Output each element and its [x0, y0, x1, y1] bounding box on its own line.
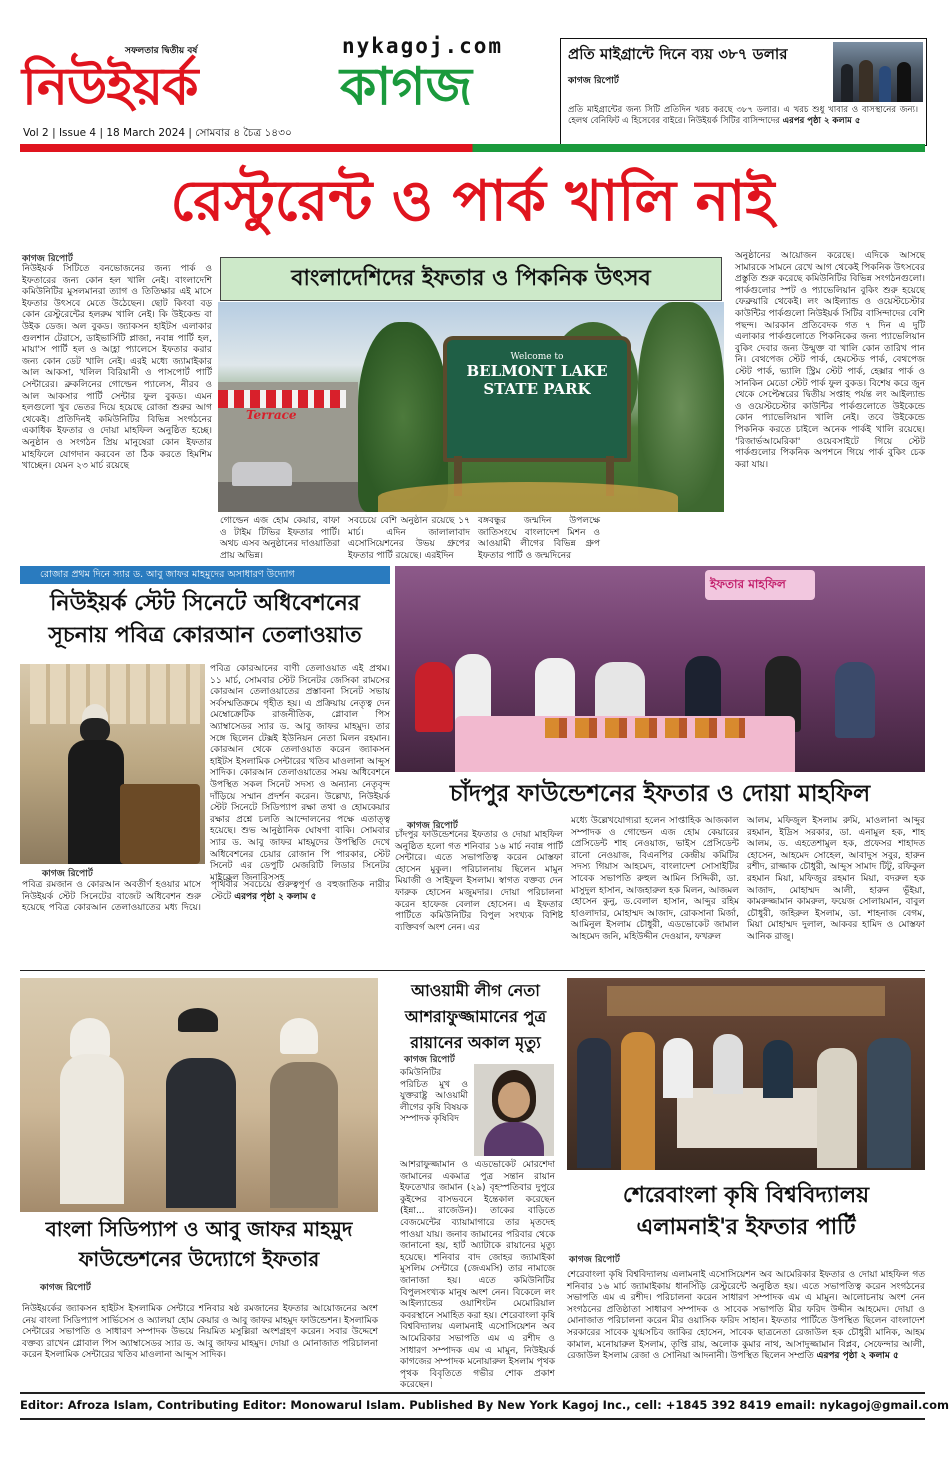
chandpur-col2: মধ্যে উল্লেখযোগ্যরা হলেন সাপ্তাহিক আজকাল সম্পাদক ও গোল্ডেন এজ হোম কেয়ারের প্রেসিডেন্ট শাহ নেওয়াজ, ভাইস প্রেসিডেন্ট রানো নেওয়াজ, বিএনপির কেন্দ্রীয় কমিটির সদস্য গিয়াস আহমেদ, বাংলাদেশ সোসাইটির সাবেক সভাপতি রুহুল আমিন সিদ্দিকী, ডা. মাসুদুল হাসান, আজহারুল হক মিলন, আজমল হোসেন কুনু, ড.বেলাল হাসান, আব্দুর রহিম হাওলাদার, মোহাম্মদ আজাদ, রোকসানা মির্জা, আমিনুল ইসলাম চৌধুরী, এডভোকেট জামাল আহমেদ জনি, মহিউদ্দীন দেওয়ান, ফখরুল	[571, 816, 739, 942]
lead-byline: কাগজ রিপোর্ট	[22, 254, 73, 264]
bangla-headline-1: বাংলা সিডিপ্যাপ ও আবু জাফর মাহমুদ	[45, 1217, 353, 1241]
chandpur-col3: আলম, মফিজুল ইসলাম রুমি, মাওলানা আব্দুর রহমান, ইদ্রিস সরকার, ডা. এনামুল হক, শাহ আলম, ড. এহতেশামুল হক, প্রফেসর শাহাদত হোসেন, আহমেদ সোহেল, আবাদুস সবুর, হারুন রশীদ, রাজ্জাক চৌধুরী, আব্দুস সামাদ টিটু, রফিকুল রহমান মিয়া, মফিজুর রহমান মিয়া, বদরুল হক আজাদ, মোহাম্মদ আলী, হারুন ভূঁইয়া, কামরুজ্জামান কামরুল, ফয়েজ সোলায়মান, বাবুল চৌধুরী, জহিরুল ইসলাম, ডা. শাহনাজ বেগম, মিয়া মোহাম্মদ দুলাল, আকবর হামিদ ও মোস্তফা আনিক রাজু।	[747, 816, 925, 942]
lead-col1: নিউইয়র্ক সিটিতে বনভোজনের জন্য পার্ক ও ইফতারের জন্য কোন হল খালি নেই। বাংলাদেশি কমিউনিটির মুসলমানরা ত্যাগ ও তিতিক্ষার এই মাসে ইফতার উৎসবে মেতে উঠেছেন। ছোট কিংবা বড় কোন রেস্টুরেন্টের হলরুম খালি নেই। কি উইকেন্ড বা উইক ডেজ। অল বুকড। জ্যাকসন হাইটস এলাকার গুলশান টেরাসে, ডাইভার্সিটি প্লাজা, নবান্ন পার্টি হল, মায়া'স পার্টি হল ও আহ্লা প্যালেসে ইফতার করার জন্য কোন ডেট খালি নেই। এরই মধ্যে জ্যামাইকার আল আকসা, খলিল বিরিয়ানী ও পাসপোর্ট পার্টি সেন্টারের। ব্রুকলিনের গোল্ডেন প্যালেস, নীরব ও আল আকসার পার্টি সেন্টার ফুল বুকড। এমন হলগুলো খুব ভেতর দিয়ে হয়েছে রোজা শুরুর আগ থেকেই। প্রতিদিনই কমিউনিটির বিভিন্ন সংগঠনের একাধিক ইফতার ও দোয়া মাহফিল অনুষ্ঠিত হচ্ছে। অনুষ্ঠান ও সংগঠন প্রিয় মানুষেরা কোন ইফতার মাহফিলে যোগদান করবেন তা ঠিক করতে হিমশিম খাচ্ছেন। যেমন ২৩ মার্চ রয়েছে	[22, 264, 212, 472]
restaurant-sign: Terrace	[246, 408, 297, 422]
senate-col-bottom: পবিত্র রমজান ও কোরআন অবতীর্ণ হওয়ার মাসে নিউইয়র্ক স্টেট সিনেটের বাজেট অধিবেশন শুরু হয়েছে পবিত্র কোরআন তেলাওয়াতের মধ্য দিয়ে। পৃথিবীর সবচেয়ে গুরুত্বপূর্ণ ও বহুজাতিক নারীর স্টেটে এরপর পৃষ্ঠা ২ কলাম ৫	[22, 880, 390, 914]
senate-kicker: রোজার প্রথম দিনে স্যার ড. আবু জাফর মাহমুদের অসাধারণ উদ্যোগ	[40, 569, 295, 580]
top-story-byline: কাগজ রিপোর্ট	[568, 76, 619, 86]
top-story-body: প্রতি মাইগ্রান্টের জন্য সিটি প্রতিদিন খরচ করছে ৩৮৭ ডলার। এ খরচ শুধু খাবার ও বাসস্থানের জন্য। হেলথ বেনিফিট এ হিসেবের বাইরে। নিউইয়র্ক সিটির বাসিন্দাদের এরপর পৃষ্ঠা ২ কলাম ৫	[568, 105, 918, 126]
senate-col-right: পবিত্র কোরআনের বাণী তেলাওয়াত এই প্রথম। ১১ মার্চ, সোমবার স্টেট সিনেটর জেসিকা রামসের কোরআন তেলাওয়াতের প্রস্তাবনা সিনেট সভায় সর্বসম্মতিক্রমে গৃহীত হয়। এ প্রক্রিয়ায় নেতৃত্ব দেন মেম্বোক্রেটিক রাজনীতিক, গ্লোবাল পিস অ্যাম্বাসেডর স্যার ড. আবু জাফর মাহমুদ। তার সঙ্গে ছিলেন টেক্সই ইউনিয়ন নেতা মিলন রহমান। কোরআন থেকে তেলাওয়াত করেন জ্যাকসন হাইটস ইসলামিক সেন্টারের খতিব মাওলানা আব্দুস সাদিক। কোরআন তেলাওয়াতের সময় অধিবেশনে উপস্থিত সকল সিনেট সদস্য ও অন্যান্য নেতৃবৃন্দ দাঁড়িয়ে সম্মান প্রদর্শন করেন। উল্লেখ্য, নিউইয়র্ক স্টেট সিনেটে সিডিপ্যাপ রক্ষা তথা ও হোমকেয়ার রক্ষার প্রশ্নে চলতি আন্দোলনের পক্ষে এতাত্ত্ব হয়েছে। শুভ আনুষ্ঠানিক ঘোষণা বাকি। সোমবার স্যার ড. আবু জাফর মাহমুদের উপস্থিতি দেখে অধিবেশনের চেয়ার রোজান পি পারকার, স্টেট সিনেট এর ডেপুটি মেজরিটি লিডার সিনেটর মাইকেল জিনারিসসহ	[210, 664, 390, 883]
bangla-body: নিউইয়র্কের জ্যাকসন হাইটস ইসলামিক সেন্টারে শনিবার ষষ্ঠ রমজানের ইফতার আয়োজনের অংশ নেয় বাংলা সিডিপ্যাপ সার্ভিসেস ও অ্যালয়া হোম কেয়ার ও আবু জাফর মাহমুদ ফাউন্ডেশন। ইসলামিক সেন্টারের সভাপতি ও সাধারণ সম্পাদক উভয়ে নিয়মিত মসুল্লিরা অংশগ্রহণ করেন। সবার উদ্দেশে বক্তব্য রাখেন গ্লোবাল পিস অ্যাম্বাসেডর স্যার ড. আবু জাফর মাহমুদ। দোয়া ও মোনাজাত পরিচালনা করেন ইসলামিক সেন্টারের খতিব মাওলানা আব্দুস সাদিক।	[22, 1304, 378, 1361]
chandpur-col1: চাঁদপুর ফাউন্ডেশনের ইফতার ও দোয়া মাহফিল অনুষ্ঠিত হলো গত শনিবার ১৬ মার্চ নবান্ন পার্টি সেন্টারে। এতে সভাপতিত্ব করেন মোস্তফা হোসেন মুকুল। পরিচালনায় ছিলেন মামুন মিয়াজী ও সাইফুল ইসলাম। স্বাগত বক্তব্য দেন ফারুক হোসেন মজুমদার। দোয়া পরিচালনা করেন হাফেজ বেলাল হোসেন। এ ইফতার পার্টিতে কমিউনিটির বিপুল সংখ্যক বিশিষ্ট ব্যক্তিবর্গ অংশ নেন। এর	[395, 830, 563, 933]
awami-body: আশরাফুজ্জামান ও এডভোকেট মোরশেদা জামানের একমাত্র পুত্র সন্তান রায়ান ইফতেখার জামান (২৯) বৃহস্পতিবার দুপুরে কুইন্সের বাসভবনে ইন্তেকাল করেছেন (ইন্না... রাজেউন)। তাকের বাড়িতে বেজমেন্টের ব্যায়ামাগারে তার মৃতদেহ পাওয়া যায়। জনাব জামানের পরিবার থেকে জানানো হয়, হার্ট অ্যাটাকে রায়ানের মৃত্যু হয়েছে। শনিবার বাদ জোহর জ্যামাইকা মুসলিম সেন্টারে (জেএমসি) তার নামাজে জানাজা হয়। এতে কমিউনিটির বিপুলসংখ্যক মানুষ অংশ নেন। বিকেলে লং আইল্যান্ডের ওয়াশিংটন মেমোরিয়াল কবরস্থানে সমাহিত করা হয়। শেরেবাংলা কৃষি বিশ্ববিদ্যালয় এলামনাই এসোসিয়েশন অব আমেরিকার সভাপতি এম এ রশীদ ও সাধারণ সম্পাদক এম এ মামুন, নিউইয়র্ক কাগজের সম্পাদক মনোয়ারুল ইসলাম পৃথক পৃথক বিবৃতিতে গভীর শোক প্রকাশ করেছেন।	[400, 1160, 556, 1391]
bangla-headline-2: ফাউন্ডেশনের উদ্যোগে ইফতার	[78, 1247, 320, 1271]
park-sign-line2: BELMONT LAKE	[466, 362, 608, 380]
alumni-photo	[567, 978, 925, 1170]
park-sign-line1: Welcome to	[510, 352, 564, 362]
lead-col2: গোল্ডেন এজ হোম কেয়ার, বাফা ও টাইম টিভির ইফতার পার্টি। অথচ এসব অনুষ্ঠানের দাওয়াতিরা প্রায় অভিন্ন।	[220, 516, 340, 561]
footer-rule-bottom	[20, 1418, 925, 1420]
chandpur-headline: চাঁদপুর ফাউন্ডেশনের ইফতার ও দোয়া মাহফিল	[449, 781, 871, 807]
banner-text: ইফতার মাহফিল	[710, 577, 786, 591]
lead-photo	[218, 302, 724, 512]
bangla-byline: কাগজ রিপোর্ট	[40, 1283, 91, 1293]
awami-byline: কাগজ রিপোর্ট	[404, 1055, 455, 1065]
lead-subhead-box	[220, 257, 722, 301]
sher-headline-2: এলামনাই'র ইফতার পার্টি	[636, 1215, 856, 1240]
footer: Editor: Afroza Islam, Contributing Editor: Monowarul Islam. Published By New York Kagoj Inc., cell: +1845 392 8419 email: nykagoj@gmail.com	[20, 1398, 949, 1412]
awami-story	[392, 978, 559, 1391]
lead-subhead: বাংলাদেশিদের ইফতার ও পিকনিক উৎসব	[291, 266, 651, 291]
park-sign-line3: STATE PARK	[483, 380, 591, 398]
senate-continued: এরপর পৃষ্ঠা ২ কলাম ৫	[234, 891, 317, 902]
senate-headline-2: সূচনায় পবিত্র কোরআন তেলাওয়াত	[48, 623, 362, 648]
logo-left: নিউইয়র্ক	[22, 57, 198, 117]
website[interactable]: nykagoj.com	[342, 34, 504, 58]
logo-right: কাগজ	[340, 57, 473, 117]
prayer-photo	[20, 978, 378, 1212]
masthead-rule	[20, 144, 925, 152]
continued-note: এরপর পৃষ্ঠা ২ কলাম ৫	[782, 116, 861, 126]
main-headline: রেস্টুরেন্ট ও পার্ক খালি নাই	[170, 169, 775, 234]
lead-col5: অনুষ্ঠানের আয়োজন করেছে। এদিকে আসছে সামারকে সামনে রেখে আগ থেকেই পিকনিক উৎসবের প্রস্তুতি শুরু করেছে কমিউনিটির বিভিন্ন সংগঠনগুলো। পার্কগুলোর স্পট ও প্যাভেলিয়ান বুকিং শুরু হয়েছে ফেব্রুয়ারি থেকেই। লং আইল্যান্ড ও ওয়েস্টচেস্টার কাউন্টির পার্কগুলো নিউইয়র্ক সিটির বাসিন্দাদের বেশি পছন্দ। আরকান প্রতিবেদক গত ৭ দিন এ দুটি এলাকার পার্কগুলোতে পিকনিকের জন্য প্যাভেলিয়ান বুকিং দেবার জন্য উন্মুক্ত বা খালি কোন তারিখ পান নি। বেথপেজ স্টেট পার্ক, হেমস্টেড পার্ক, বেথপেজ স্টেট পার্ক, ভ্যালি স্ট্রিম স্টেট পার্ক, হেক্সার পার্ক ও সানকিন মেডো স্টেট পার্ক ফুল বুকড। বিশেষ করে জুন থেকে সেপ্টেম্বরের দ্বিতীয় সপ্তাহ পর্যন্ত লং আইল্যান্ড ও ওয়েস্টচেস্টার কাউন্টির পার্কগুলোতে উইকেন্ডে কোন প্যাভেলিয়ান খালি নেই। তবে উইকেন্ডে পিকনিক করতে চাইলে অনেক পার্কই খালি রয়েছে। 'রিজার্ভআমেরিকা' ওয়েবসাইটে গিয়ে স্টেট পার্কগুলোর পিকনিক অপশনে গিয়ে পার্ক বুকিং চেক করা যায়।	[735, 251, 925, 470]
senate-photo	[20, 664, 205, 864]
park-sign	[443, 336, 631, 462]
awami-headline: আওয়ামী লীগ নেতা আশরাফুজ্জামানের পুত্র রায়ানের অকাল মৃত্যু	[404, 981, 547, 1052]
senate-headline-1: নিউইয়র্ক স্টেট সিনেটে অধিবেশনের	[50, 591, 360, 616]
top-story-headline: প্রতি মাইগ্রান্টে দিনে ব্যয় ৩৮৭ ডলার	[568, 45, 788, 63]
lead-col4: বঙ্গবন্ধুর জন্মদিন উপলক্ষে জাতিসংঘে বাংলাদেশ মিশন ও আওয়ামী লীগের বিভিন্ন গ্রুপ ইফতার পার্টি ও জন্মদিনের	[478, 516, 600, 561]
chandpur-photo	[395, 566, 925, 772]
senate-byline: কাগজ রিপোর্ট	[42, 869, 93, 879]
footer-rule-top	[20, 1392, 925, 1394]
section-divider	[20, 970, 925, 971]
senate-kicker-box	[20, 566, 390, 584]
tagline: সফলতার দ্বিতীয় বর্ষ	[125, 46, 198, 56]
chandpur-byline: কাগজ রিপোর্ট	[407, 821, 458, 831]
migrants-photo	[833, 42, 923, 102]
sher-byline: কাগজ রিপোর্ট	[569, 1255, 620, 1265]
masthead	[20, 30, 550, 142]
lead-col3: সবচেয়ে বেশি অনুষ্ঠান রয়েছে ১৭ মার্চ। এদিন জালালাবাদ এসোসিয়েশনের উভয় গ্রুপের ইফতার পার্টি রয়েছে। এরইদিন	[348, 516, 470, 561]
issue-line: Vol 2 | Issue 4 | 18 March 2024 | সোমবার ৪ চৈত্র ১৪৩০	[23, 127, 292, 139]
sher-continued: এরপর পৃষ্ঠা ২ কলাম ৫	[816, 1351, 899, 1362]
top-story	[560, 38, 927, 146]
ryan-photo	[474, 1064, 554, 1156]
sher-headline-1: শেরেবাংলা কৃষি বিশ্ববিদ্যালয়	[622, 1183, 870, 1208]
sher-body: শেরেবাংলা কৃষি বিশ্ববিদ্যালয় এলামনাই এসোসিয়েশন অব আমেরিকার ইফতার ও দোয়া মাহফিল গত শনিবার ১৬ মার্চ জ্যামাইকায় ধানসিঁড়ি রেস্টুরেন্টে অনুষ্ঠিত হয়। এতে সভাপতিত্ব করেন সংগঠনের সভাপতি এম এ রশীদ। পরিচালনা করেন সাধারণ সম্পাদক এম এ মামুন। আলোচনায় অংশ নেন সংগঠনের প্রতিষ্ঠাতা সাধারণ সম্পাদক ও সাবেক সভাপতি মীর ফরিদ উদ্দীন আহমেদ। দোয়া ও মোনাজাত পরিচালনা করেন মীর ওয়াসিক ফরিদ সাহান। ইফতার পার্টিতে উপস্থিত ছিলেন বাংলাদেশ সরকারের সাবেক যুগ্মসচিব জাকির হোসেন, সাবেক ছাত্রনেতা রেজাউল হক চৌধুরী মানিক, আহম কামাল, মনোয়ারুল ইসলাম, তৃপ্তি রায়, অলোক কুমার নাথ, আসাদুজ্জামান বিপ্লব, সেফেন্দার আলী, রেজাউল ইসলাম রেজা ও সোনিয়া আদনানী। উপস্থিত ছিলেন সম্প্রতি এরপর পৃষ্ঠা ২ কলাম ৫	[567, 1270, 925, 1362]
awami-intro: কমিউনিটির পরিচিত মুখ ও যুক্তরাষ্ট্র আওয়ামী লীগের কৃষি বিষয়ক সম্পাদক কৃষিবিদ	[400, 1068, 468, 1125]
